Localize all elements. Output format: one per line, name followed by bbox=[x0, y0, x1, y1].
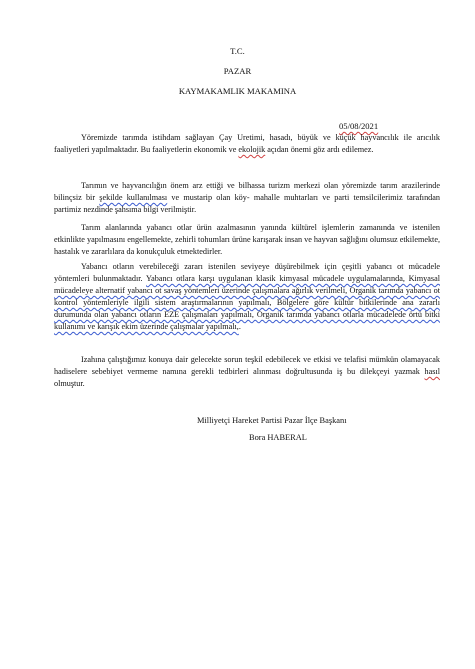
p4-grammar: Yabancı otlara karşı uygulanan klasik kimyasal mücadele uygulamalarında, Kimyasal mücadeleye alternatif yabancı ot savaş yöntemleri üzerinde çalışmalara ağırlık verilmeli, Organik tarımda yabancı ot kontrol yöntemleriyle ilgili sistem araştırmalarının yapılmalı, Bölgelere göre kültür bitkilerinde ana zararlı durumunda olan yabancı otların EZE çalışmaları yapılmalı, Organik tarımda yabancı otlarla mücadelede örtü bitki kullanımı ve karışık ekim üzerinde çalışmalar yapılmalı, bbox=[54, 274, 440, 331]
paragraph-5 bbox=[54, 354, 440, 390]
paragraph-3 bbox=[54, 222, 440, 258]
header-tc: T.C. bbox=[230, 46, 245, 56]
document-date: 05/08/2021 bbox=[339, 121, 379, 131]
signature-name: Bora HABERAL bbox=[249, 433, 307, 442]
p5-text-a: Izahına çalıştığımız konuya dair gelecekte sorun teşkil edebilecek ve etkisi ve telafisi mümkün olamayacak hadiselere sebebiyet vermeme namına gerekli tedbirleri alınması doğrultusunda iş bu dilekçeyi yazmak bbox=[54, 355, 440, 376]
p1-text-c: açıdan önemi göz ardı edilemez. bbox=[265, 145, 374, 154]
paragraph-2 bbox=[54, 180, 440, 216]
p5-text-c: olmuştur. bbox=[54, 379, 85, 388]
p2-text-c: ve mustarip olan köy- mahalle muhtarları ve parti temsilcilerimiz tarafından partimiz nezdinde şahsıma bilgi verilmiştir. bbox=[54, 193, 441, 214]
p4-text-a: Yabancı otların verebileceği zararı istenilen seviyeye düşürebilmek için çeşitli yabancı ot mücadele yöntemleri bulunmaktadır. bbox=[54, 262, 440, 283]
paragraph-1 bbox=[54, 132, 440, 156]
p2-text-a: Tarımın ve hayvancılığın önem arz ettiği ve bilhassa turizm merkezi olan yöremizde tarım arazilerinde bilinçsiz bir bbox=[54, 181, 440, 202]
paragraph-4 bbox=[54, 261, 440, 333]
header-addressee: KAYMAKAMLIK MAKAMINA bbox=[178, 86, 297, 96]
p5-misspelled: hasıl bbox=[424, 367, 440, 376]
header-pazar: PAZAR bbox=[223, 66, 252, 76]
p2-grammar: şekilde kullanılması bbox=[99, 193, 168, 202]
p1-text-a: Yöremizde tarımda istihdam sağlayan Çay Uretimi, hasadı, büyük ve küçük hayvancılık ile arıcılık faaliyetleri yapılmaktadır. Bu faaliyetlerin ekonomik ve bbox=[54, 133, 440, 154]
p4-text-c: . bbox=[238, 322, 241, 331]
p1-misspelled: ekolojik bbox=[238, 145, 266, 154]
signature-organization: Milliyetçi Hareket Partisi Pazar İlçe Başkanı bbox=[197, 416, 347, 425]
p3-text: Tarım alanlarında yabancı otlar ürün azalmasının yanında kültürel işlemlerin zamanında ve istenilen etkinlikte yapılmasını engellemekte, zehirli tohumları ürüne karışarak insan ve hayvan sağlığını olumsuz etkilemekte, hastalık ve zararlılara da konukçuluk etmektedirler. bbox=[54, 223, 440, 256]
